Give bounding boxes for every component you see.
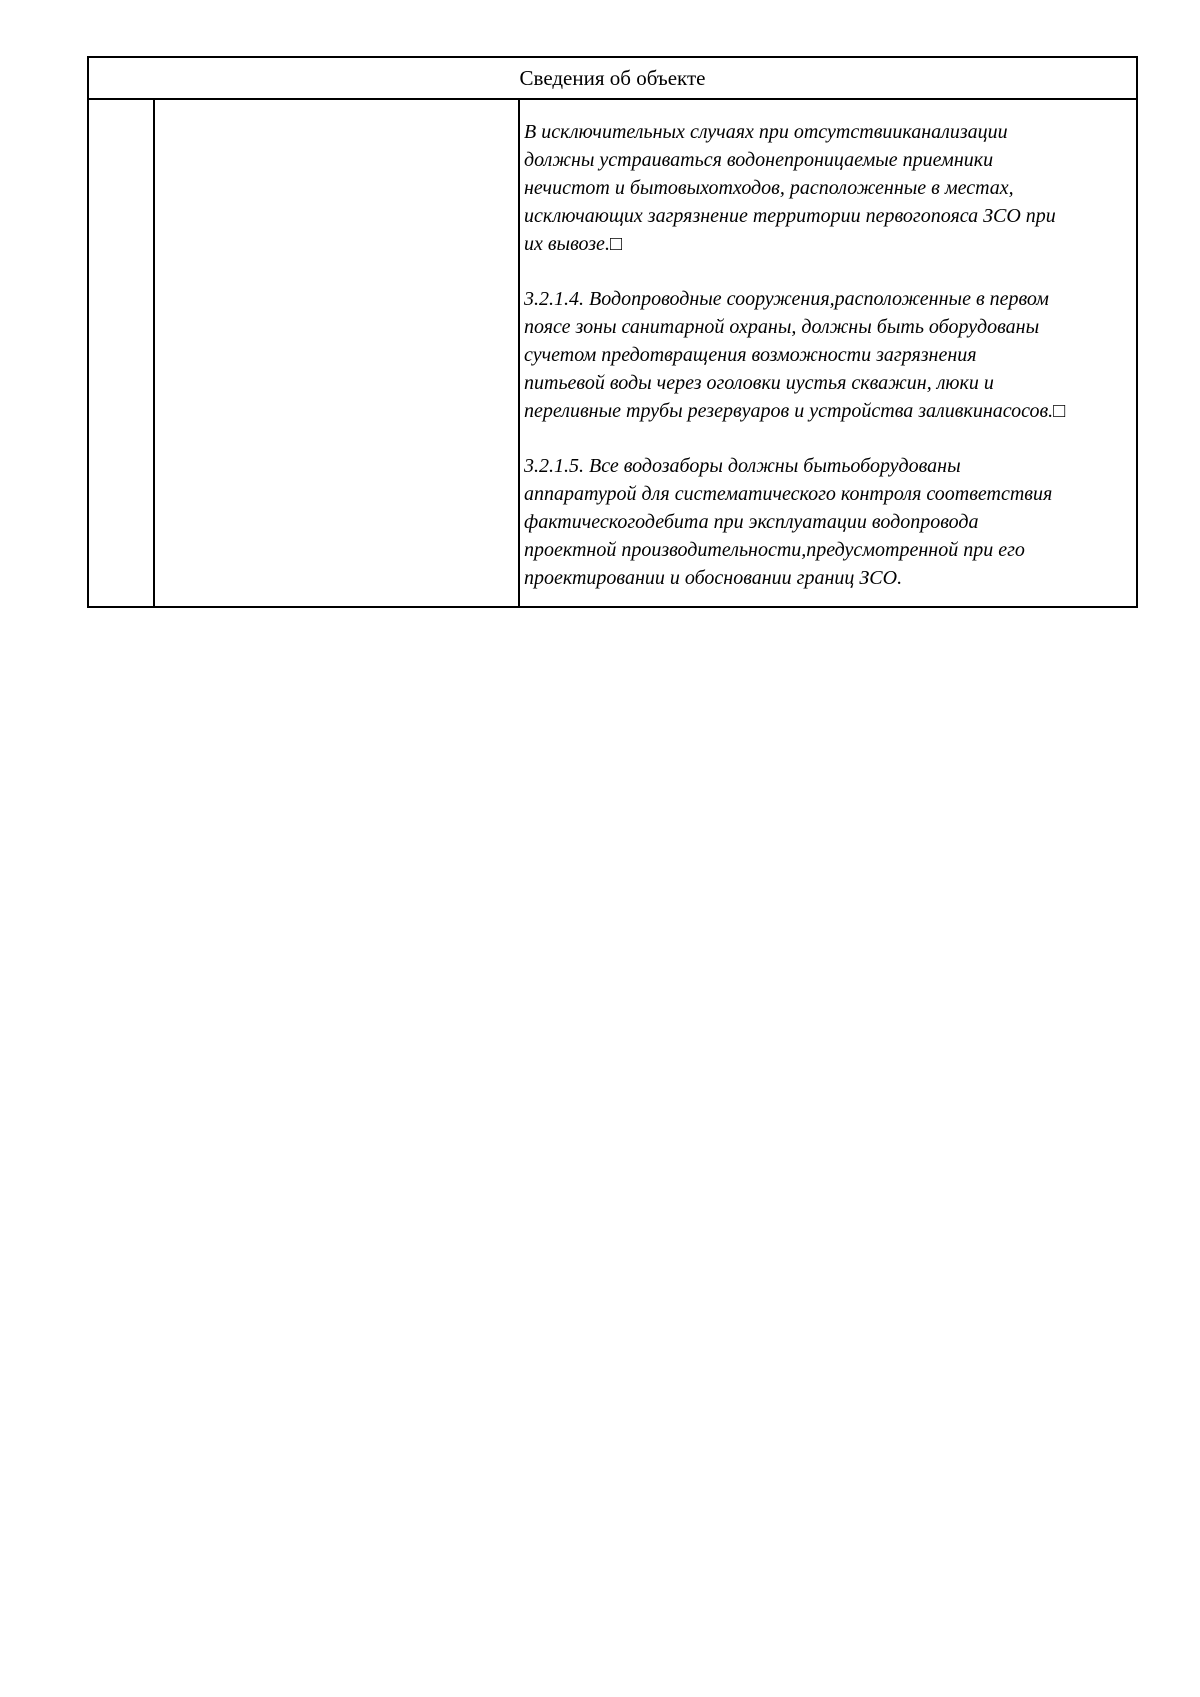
object-info-table [87,56,1138,608]
table-header-row [88,57,1137,99]
table-header: Сведения об объекте [88,57,1137,99]
paragraph-sewage-receivers: В исключительных случаях при отсутствииканализации должны устраиваться водонепроницаемые приемники нечистот и бытовыхотходов, расположенные в местах, исключающих загрязнение территории первогопояса ЗСО при их вывозе.□ [524,121,1056,255]
table-row [88,99,1137,607]
paragraph-3-2-1-4: 3.2.1.4. Водопроводные сооружения,расположенные в первом поясе зоны санитарной охраны, должны быть оборудованы сучетом предотвращения возможности загрязнения питьевой воды через оголовки иустья скважин, люки и переливные трубы резервуаров и устройства заливкинасосов.□ [524,288,1066,422]
paragraph-3-2-1-5: 3.2.1.5. Все водозаборы должны бытьоборудованы аппаратурой для систематического контроля соответствия фактическогодебита при эксплуатации водопровода проектной производительности,предусмотренной при его проектировании и обосновании границ ЗСО. [524,455,1053,589]
row-description-cell [519,99,1137,607]
row-name-cell [154,99,519,607]
row-number-cell [88,99,154,607]
